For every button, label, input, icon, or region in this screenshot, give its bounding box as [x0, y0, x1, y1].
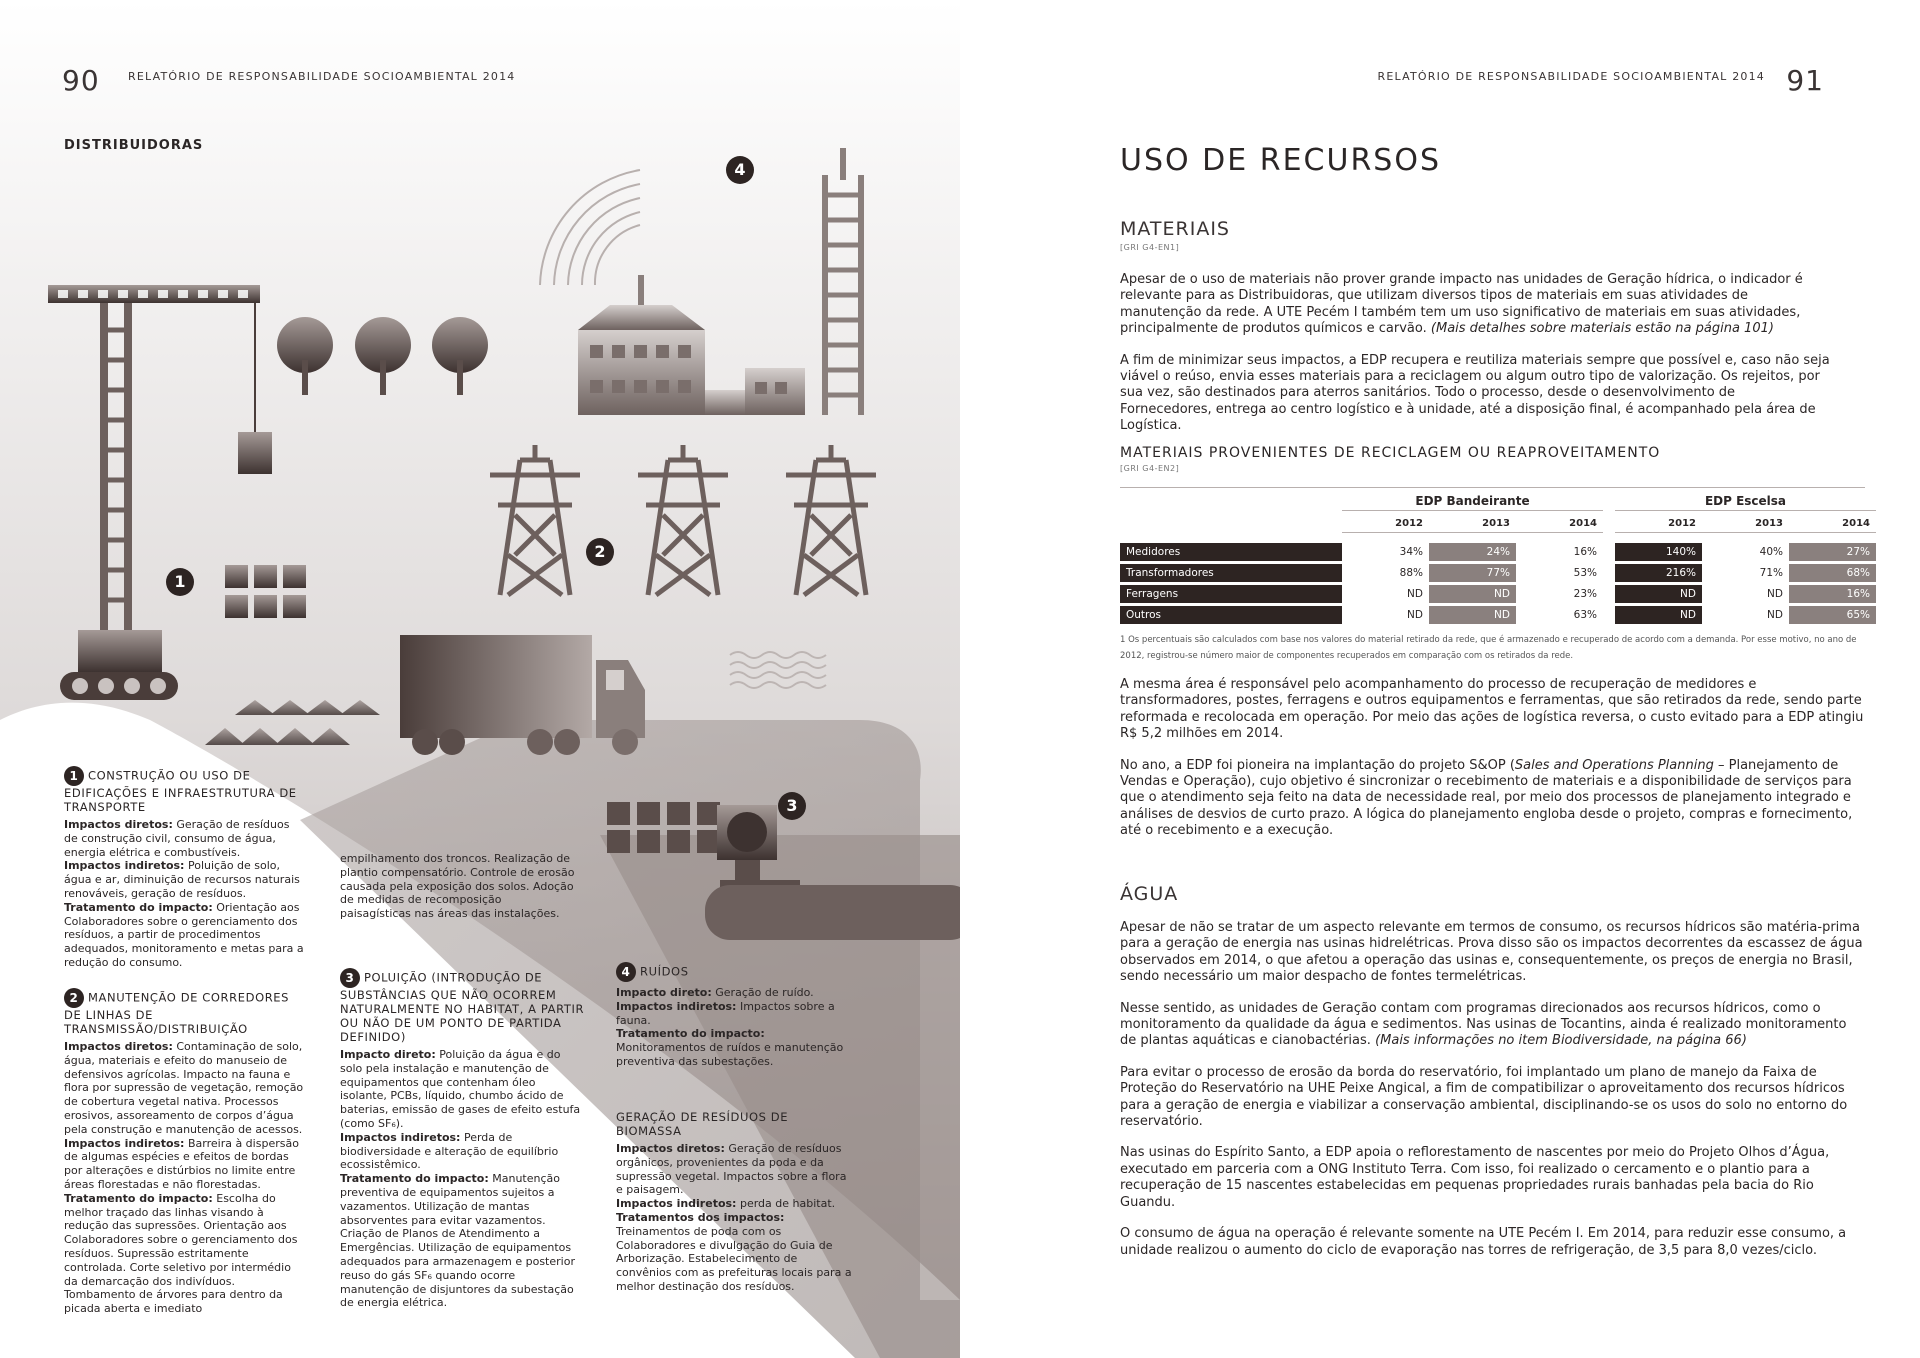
- table-rule: [1120, 487, 1865, 488]
- block-4-title: RUÍDOS: [640, 964, 689, 979]
- impact-block-3: 3 POLUIÇÃO (INTRODUÇÃO DE SUBSTÂNCIAS QUE NÃO OCORREM NATURALMENTE NO HABITAT, A PARTIR OU NÃO DE UM PONTO DE PARTIDA DEFINIDO) Impacto direto: Poluição da água e do solo pela instalação e manutenção de equipamentos que contenham óleo isolante, PCBs, líquido, chumbo ácido de baterias, emissão de gases de efeito estufa (como SF₆). Impactos indiretos: Perda de biodiversidade e alteração de equilíbrio ecossistêmico. Tratamento do impacto: Manutenção preventiva de equipamentos sujeitos a vazamentos. Utilização de mantas absorventes para evitar vazamentos. Criação de Planos de Atendimento a Emergências. Utilização de equipamentos adequados para armazenagem e posterior reuso do gás SF₆ quando ocorre manutenção de disjuntores da subestação de energia elétrica.: [340, 968, 585, 1310]
- section-title-distribuidoras: DISTRIBUIDORAS: [64, 138, 204, 153]
- materiais-text: Apesar de o uso de materiais não prover grande impacto nas unidades de Geração hídrica, o indicador é relevante para as Distribuidoras, que utilizam diversos tipos de materiais em suas atividades de manutenção da rede. A UTE Pecém I também tem um uso significativo de materiais em suas atividades, principalmente de produtos químicos e carvão. (Mais detalhes sobre materiais estão na página 101) A fim de minimizar seus impactos, a EDP recupera e reutiliza materiais sempre que possível e, caso não seja viável o reúso, envia esses materiais para a reciclagem ou algum outro tipo de valorização. Os rejeitos, por sua vez, são destinados para aterros sanitários. Todo o processo, desde o desenvolvimento de Fornecedores, entrega ao centro logístico e à unidade, até a disposição final, é acompanhado pela área de Logística.: [1120, 272, 1830, 434]
- impact-block-2: 2 MANUTENÇÃO DE CORREDORES DE LINHAS DE TRANSMISSÃO/DISTRIBUIÇÃO Impactos diretos: Contaminação de solo, água, materiais e efeito do manuseio de defensivos agrícolas. Impacto na fauna e flora por supressão de vegetação, remoção de cobertura vegetal nativa. Processos erosivos, assoreamento de corpos d’água pela construção e manutenção de acessos. Impactos indiretos: Barreira à dispersão de algumas espécies e efeitos de bordas por alterações e distúrbios no limite entre áreas florestadas e não florestadas. Tratamento do impacto: Escolha do melhor traçado das linhas visando à redução das supressões. Orientação aos Colaboradores sobre o gerenciamento dos resíduos. Supressão estritamente controlada. Corte seletivo por intermédio da demarcação dos indivíduos. Tombamento de árvores para dentro da picada aberta e imediato: [64, 988, 304, 1316]
- right-page: [960, 0, 1920, 1358]
- year-header: 2012: [1342, 514, 1429, 533]
- year-header: 2012: [1615, 514, 1702, 533]
- page-number-left: 90: [62, 64, 100, 97]
- year-header: 2014: [1516, 514, 1603, 533]
- block-4-number: 4: [616, 962, 636, 982]
- materiais-gri: [GRI G4-EN1]: [1120, 243, 1180, 252]
- year-header: 2014: [1789, 514, 1876, 533]
- materiais-text-2: A mesma área é responsável pelo acompanhamento do processo de recuperação de medidores e transformadores, postes, ferragens e outros equipamentos e ferramentas, que são retirados da rede, sendo parte reformada e recolocada em operação. Por meio das ações de logística reversa, o custo evitado para a EDP atingiu R$ 5,2 milhões em 2014. No ano, a EDP foi pioneira na implantação do projeto S&OP (Sales and Operations Planning – Planejamento de Vendas e Operação), cujo objetivo é sincronizar o recebimento de materiais e a disponibilidade de serviços para que o atendimento seja feito na data de necessidade real, por meio dos processos de planejamento integrado e análises de desvios de curto prazo. A lógica do planejamento engloba desde o projeto, compras e fornecimento, até o recebimento e a execução.: [1120, 677, 1864, 839]
- block-2-title: MANUTENÇÃO DE CORREDORES DE LINHAS DE TRANSMISSÃO/DISTRIBUIÇÃO: [64, 990, 290, 1036]
- page-title: USO DE RECURSOS: [1120, 143, 1441, 178]
- badge-4: 4: [726, 156, 754, 184]
- badge-2: 2: [586, 538, 614, 566]
- impact-block-biomassa: GERAÇÃO DE RESÍDUOS DE BIOMASSA Impactos diretos: Geração de resíduos orgânicos, provenientes da poda e da supressão vegetal. Impactos sobre a flora e paisagem. Impactos indiretos: perda de habitat. Tratamentos dos impactos: Treinamentos de poda com os Colaboradores e divulgação do Guia de Arborização. Estabelecimento de convênios com as prefeituras locais para a melhor destinação dos resíduos.: [616, 1110, 856, 1294]
- group-header-escelsa: EDP Escelsa: [1615, 492, 1876, 511]
- table-row: Medidores 34% 24% 16% 140% 40% 27%: [1120, 543, 1876, 561]
- page-header-right: RELATÓRIO DE RESPONSABILIDADE SOCIOAMBIENTAL 2014: [1377, 70, 1765, 83]
- agua-text: Apesar de não se tratar de um aspecto relevante em termos de consumo, os recursos hídricos são matéria-prima para a geração de energia nas usinas hidrelétricas. Prova disso são os impactos decorrentes da escassez de água observados em 2014, o que afetou a operação das usinas e, consequentemente, os preços de energia no Brasil, sendo necessário um maior despacho de fontes termelétricas. Nesse sentido, as unidades de Geração contam com programas direcionados aos recursos hídricos, como o monitoramento da qualidade da água e sedimentos. Nas usinas de Tocantins, ainda é realizado monitoramento de plantas aquáticas e cianobactérias. (Mais informações no item Biodiversidade, na página 66) Para evitar o processo de erosão da borda do reservatório, foi implantado um plano de manejo da Faixa de Proteção do Reservatório na UHE Peixe Angical, a fim de compatibilizar o aproveitamento dos recursos hídricos para a geração de energia e viabilizar a conservação ambiental, disciplinando-se os usos do solo no entorno do reservatório. Nas usinas do Espírito Santo, a EDP apoia o reflorestamento de nascentes por meio do Projeto Olhos d’Água, executado em parceria com a ONG Instituto Terra. Com isso, foi realizado o cercamento e o plantio para a recuperação de 15 nascentes estabelecidas em pequenas propriedades rurais banhadas pela bacia do Rio Guandu. O consumo de água na operação é relevante somente na UTE Pecém I. Em 2014, para reduzir esse consumo, a unidade realizou o aumento do ciclo de evaporação nas torres de refrigeração, de 3,5 para 8,0 vezes/ciclo.: [1120, 920, 1863, 1258]
- agua-heading: ÁGUA: [1120, 883, 1179, 905]
- year-header: 2013: [1429, 514, 1516, 533]
- group-header-bandeirante: EDP Bandeirante: [1342, 492, 1603, 511]
- table-heading: MATERIAIS PROVENIENTES DE RECICLAGEM OU REAPROVEITAMENTO: [1120, 445, 1661, 461]
- table-row: Outros ND ND 63% ND ND 65%: [1120, 606, 1876, 624]
- impact-block-4: 4 RUÍDOS Impacto direto: Geração de ruído. Impactos indiretos: Impactos sobre a fauna. Tratamento do impacto: Monitoramentos de ruídos e manutenção preventiva das subestações.: [616, 962, 856, 1069]
- page-header-left: RELATÓRIO DE RESPONSABILIDADE SOCIOAMBIENTAL 2014: [128, 70, 516, 83]
- materiais-heading: MATERIAIS: [1120, 218, 1230, 240]
- block-2-number: 2: [64, 988, 84, 1008]
- table-gri: [GRI G4-EN2]: [1120, 464, 1180, 473]
- block-1-title: CONSTRUÇÃO OU USO DE EDIFICAÇÕES E INFRAESTRUTURA DE TRANSPORTE: [64, 768, 297, 814]
- block-3-number: 3: [340, 968, 360, 988]
- page-number-right: 91: [1786, 64, 1824, 97]
- year-header: 2013: [1702, 514, 1789, 533]
- impact-block-1: 1 CONSTRUÇÃO OU USO DE EDIFICAÇÕES E INFRAESTRUTURA DE TRANSPORTE Impactos diretos: Geração de resíduos de construção civil, consumo de água, energia elétrica e combustíveis. Impactos indiretos: Poluição de solo, água e ar, diminuição de recursos naturais renováveis, geração de resíduos. Tratamento do impacto: Orientação aos Colaboradores sobre o gerenciamento dos resíduos, a partir de procedimentos adequados, monitoramento e metas para a redução do consumo.: [64, 766, 304, 970]
- badge-1: 1: [166, 568, 194, 596]
- badge-3: 3: [778, 792, 806, 820]
- table-row: Ferragens ND ND 23% ND ND 16%: [1120, 585, 1876, 603]
- table-row: Transformadores 88% 77% 53% 216% 71% 68%: [1120, 564, 1876, 582]
- table-footnote: 1 Os percentuais são calculados com base nos valores do material retirado da rede, que é armazenado e recuperado de acordo com a demanda. Por esse motivo, no ano de 2012, registrou-se número maior de componentes recuperados em comparação com os retirados da rede.: [1120, 635, 1857, 661]
- materials-table: [1120, 489, 1876, 627]
- block-3-title: POLUIÇÃO (INTRODUÇÃO DE SUBSTÂNCIAS QUE NÃO OCORREM NATURALMENTE NO HABITAT, A PARTIR OU NÃO DE UM PONTO DE PARTIDA DEFINIDO): [340, 970, 585, 1044]
- block-biomassa-title: GERAÇÃO DE RESÍDUOS DE BIOMASSA: [616, 1110, 789, 1138]
- block-1-number: 1: [64, 766, 84, 786]
- impact-block-2-continuation: empilhamento dos troncos. Realização de plantio compensatório. Controle de erosão causada pela exposição dos solos. Adoção de medidas de recomposição paisagísticas nas áreas das instalações.: [340, 852, 575, 921]
